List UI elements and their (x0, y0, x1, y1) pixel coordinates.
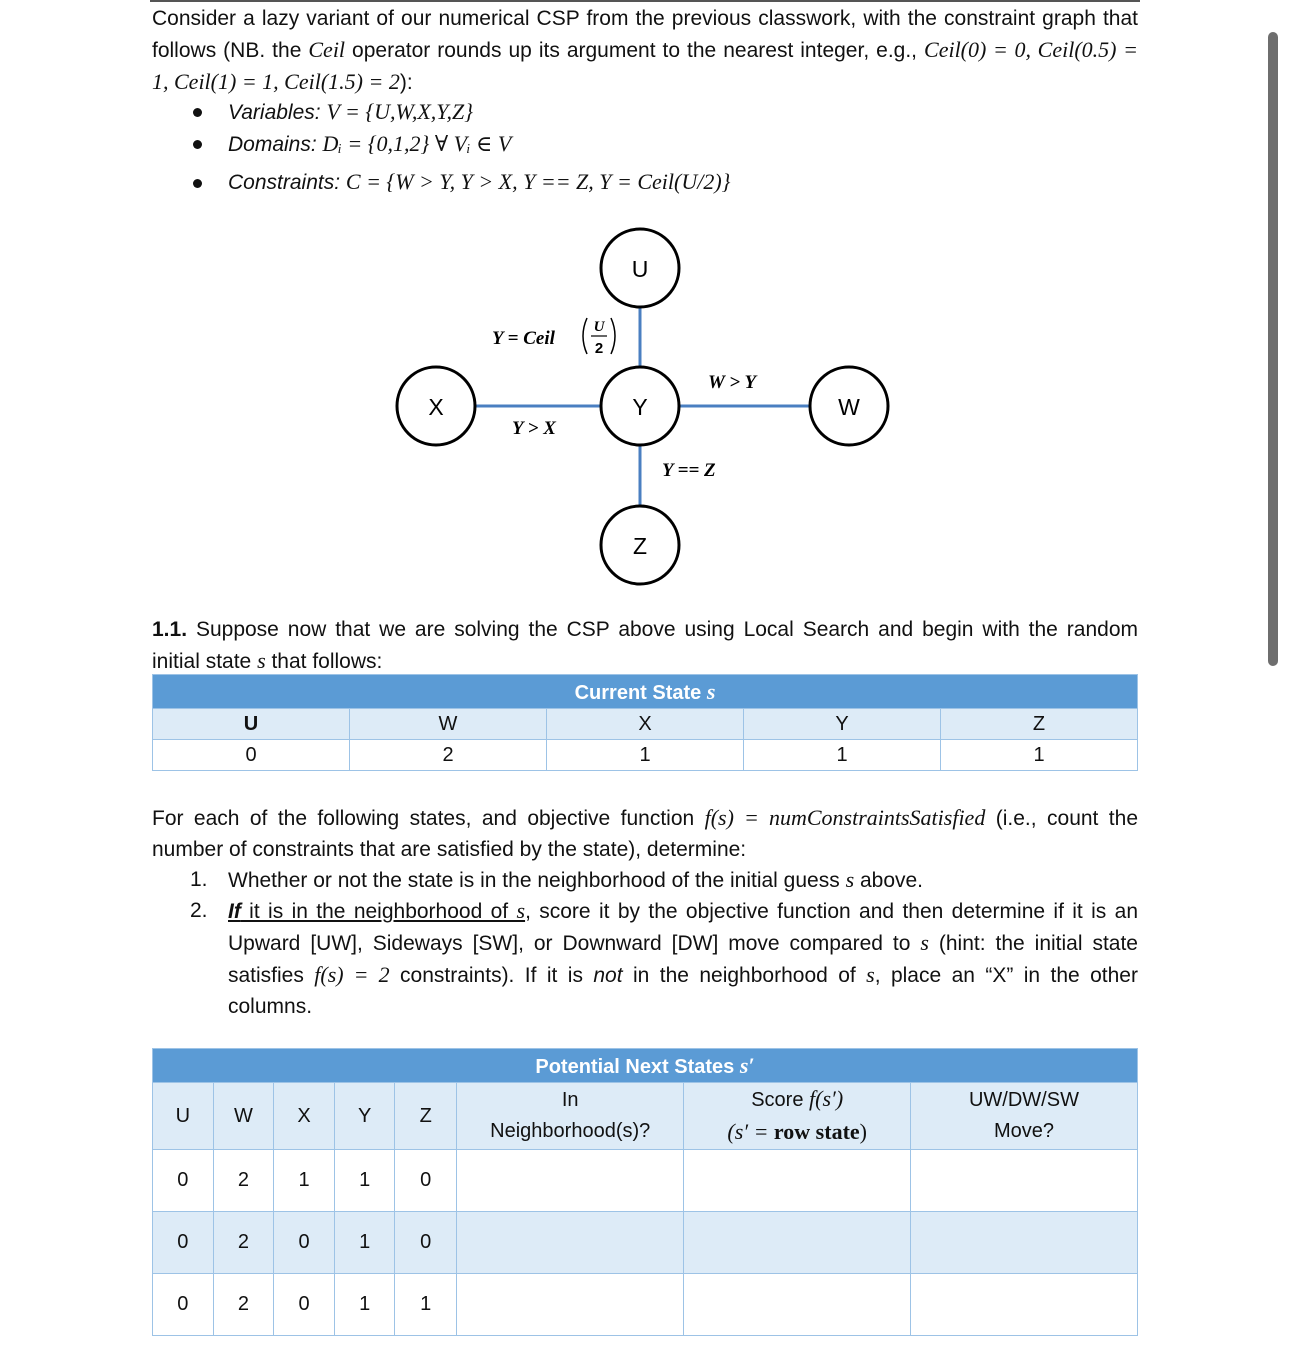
ceil-examples: Ceil(0) = 0, Ceil(0.5) = 1, Ceil(1) = 1, Ceil(1.5) = 2 (152, 37, 1138, 94)
next-states-title: Potential Next States (535, 1055, 740, 1078)
ns-header-move (910, 1083, 1137, 1150)
ns-header-x: X (274, 1083, 335, 1150)
ns-row2-score-cell[interactable] (684, 1212, 911, 1274)
ns-row3-w: 2 (213, 1274, 274, 1336)
cs-header-z: Z (941, 709, 1138, 740)
list-item-2 (228, 895, 1138, 1022)
table-row (153, 1212, 1138, 1274)
ns-row1-x: 1 (274, 1150, 335, 1212)
ns-in-line1: In (561, 1089, 579, 1111)
ns-row1-in-cell[interactable] (457, 1150, 684, 1212)
item1-s: s (845, 867, 855, 892)
ns-header-w: W (213, 1083, 274, 1150)
edge-label-yz: Y == Z (662, 460, 716, 481)
ns-row1-u: 0 (153, 1150, 214, 1212)
item2-not: not (593, 964, 623, 987)
item2-underlined (228, 900, 525, 923)
item2-f: f(s) = 2 (314, 962, 390, 987)
var-s: s (257, 648, 266, 673)
item2-link-s: s (516, 898, 526, 923)
constraints-label: Constraints: (228, 171, 346, 194)
instructions-text-1: For each of the following states, and objective function (152, 807, 705, 830)
ns-header-in (457, 1083, 684, 1150)
left-paren (583, 318, 587, 354)
variables-label: Variables: (228, 101, 327, 124)
constraint-graph (0, 0, 1290, 600)
ns-score-row-state: row state (773, 1119, 860, 1144)
ns-header-score (684, 1083, 911, 1150)
item2-if: If (228, 900, 241, 923)
ns-row3-in-cell[interactable] (457, 1274, 684, 1336)
ns-row2-w: 2 (213, 1212, 274, 1274)
list-number-1: 1. (190, 868, 208, 891)
right-paren (611, 318, 615, 354)
ns-header-y: Y (334, 1083, 395, 1150)
constraints-math: C = {W > Y, Y > X, Y == Z, Y = Ceil(U/2)} (345, 169, 731, 194)
table-row (153, 1150, 1138, 1212)
ns-row3-u: 0 (153, 1274, 214, 1336)
list-item-1 (228, 864, 1138, 896)
ns-row2-x: 0 (274, 1212, 335, 1274)
next-states-var: s′ (739, 1052, 755, 1078)
ns-score-paren: (s′ = (727, 1119, 774, 1144)
ns-row3-score-cell[interactable] (684, 1274, 911, 1336)
ns-row2-in-cell[interactable] (457, 1212, 684, 1274)
item2-link-text: it is in the neighborhood of (240, 900, 517, 923)
ns-row3-z: 1 (395, 1274, 457, 1336)
cs-header-w: W (350, 709, 547, 740)
cs-header-u: U (153, 709, 350, 740)
ns-in-line2: Neighborhood(s)? (490, 1120, 651, 1142)
edge-label-yw: W > Y (708, 372, 757, 393)
edge-label-xy: Y > X (512, 418, 556, 439)
item2-text-b: (hint: the initial state satisfies (228, 932, 1138, 987)
ns-move-line2: Move? (993, 1120, 1054, 1142)
ns-row3-y: 1 (334, 1274, 395, 1336)
cs-value-w: 2 (350, 740, 547, 771)
ceil-word: Ceil (308, 37, 346, 62)
ns-move-line1: UW/DW/SW (968, 1089, 1079, 1111)
current-state-table (152, 674, 1138, 771)
current-state-title: Current State (574, 681, 707, 704)
edge-label-uy-num: U (593, 319, 605, 335)
next-states-table (152, 1048, 1138, 1336)
ns-row3-x: 0 (274, 1274, 335, 1336)
ns-row1-z: 0 (395, 1150, 457, 1212)
intro-text-1: Consider a lazy variant of our numerical CSP from the previous classwork, with the constraint graph that follows (NB. the (152, 7, 1138, 62)
current-state-var: s (706, 678, 716, 704)
ns-row2-y: 1 (334, 1212, 395, 1274)
current-state-header-row (153, 709, 1138, 740)
instructions-text-2: (i.e., count the number of constraints that are satisfied by the state), determine: (152, 807, 1139, 861)
cs-value-y: 1 (744, 740, 941, 771)
next-states-header-row (153, 1083, 1138, 1150)
ns-score-label: Score (751, 1089, 810, 1111)
cs-value-u: 0 (153, 740, 350, 771)
edge-label-uy-den: 2 (594, 340, 604, 357)
item2-text-c: constraints). If it is (389, 964, 594, 987)
current-state-value-row (153, 740, 1138, 771)
ns-row2-z: 0 (395, 1212, 457, 1274)
domains-label: Domains: (228, 133, 323, 156)
item1-text: Whether or not the state is in the neighborhood of the initial guess (228, 869, 846, 892)
edge-label-uy: Y = Ceil (492, 328, 555, 349)
domains-math: Dᵢ = {0,1,2} ∀ Vᵢ ∈ V (322, 131, 512, 156)
ns-score-close: ) (859, 1119, 867, 1144)
node-u-label: U (631, 256, 649, 282)
intro-text-3: ): (399, 71, 413, 94)
cs-value-z: 1 (941, 740, 1138, 771)
ns-header-u: U (153, 1083, 214, 1150)
list-number-2: 2. (190, 899, 208, 922)
question-text: Suppose now that we are solving the CSP above using Local Search and begin with the random initial state (152, 618, 1138, 673)
ns-row3-move-cell[interactable] (910, 1274, 1137, 1336)
table-row (153, 1274, 1138, 1336)
intro-text-2: operator rounds up its argument to the nearest integer, e.g., (345, 39, 925, 62)
ns-row1-w: 2 (213, 1150, 274, 1212)
ns-row2-move-cell[interactable] (910, 1212, 1137, 1274)
node-w-label: W (838, 394, 860, 420)
ns-score-func: f(s′) (809, 1086, 844, 1111)
item1-end: above. (854, 869, 924, 892)
question-text-end: that follows: (265, 650, 383, 673)
item2-s2: s (866, 962, 875, 987)
instructions-paragraph (152, 802, 1138, 865)
node-y-label: Y (632, 394, 648, 420)
item2-text-e: , place an “X” in the other columns. (228, 964, 1138, 1018)
question-1-1 (152, 614, 1138, 677)
item2-text-d: in the neighborhood of (622, 964, 867, 987)
objective-function: f(s) = numConstraintsSatisfied (704, 805, 986, 830)
ns-row1-move-cell[interactable] (910, 1150, 1137, 1212)
item2-s1: s (920, 930, 929, 955)
current-state-header (153, 675, 1138, 709)
cs-header-y: Y (744, 709, 941, 740)
ns-header-z: Z (395, 1083, 457, 1150)
ns-row1-score-cell[interactable] (684, 1150, 911, 1212)
item2-text-a: , score it by the objective function and then determine if it is an Upward [UW], Sideways [SW], or Downward [DW] move compared to (228, 900, 1139, 955)
question-number: 1.1. (152, 618, 188, 641)
ns-row2-u: 0 (153, 1212, 214, 1274)
next-states-header (153, 1049, 1138, 1083)
variables-math: V = {U,W,X,Y,Z} (326, 99, 474, 124)
node-x-label: X (428, 394, 444, 420)
cs-value-x: 1 (547, 740, 744, 771)
cs-header-x: X (547, 709, 744, 740)
node-z-label: Z (632, 533, 648, 559)
ns-row1-y: 1 (334, 1150, 395, 1212)
